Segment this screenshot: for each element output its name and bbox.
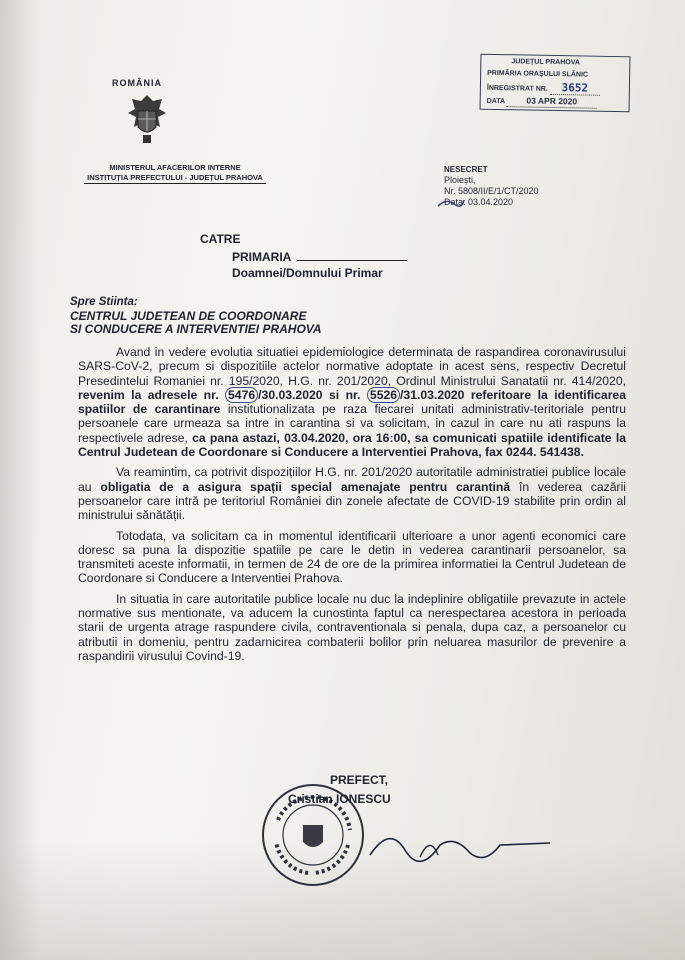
stamp-date-value: 03 APR 2020 xyxy=(507,94,597,109)
reference-number: Nr. 5808/II/E/1/CT/2020 xyxy=(444,186,539,196)
p2-text-c: în vederea cazării persoanelor care intră pe teritoriul României din zonele afectate de COVID-19 stabilite prin ordin al ministrului sănătății. xyxy=(78,479,626,523)
p2-text-b: obligatia de a asigura spații special amenajate pentru carantină xyxy=(100,479,511,494)
addressee-mayor: Doamnei/Domnului Primar xyxy=(232,266,383,280)
stamp-date-label: DATA xyxy=(486,97,505,106)
spre-stiinta-label: Spre Stiinta: xyxy=(70,296,138,308)
addressee-primaria xyxy=(232,250,407,264)
p1-text-c: /30.03.2020 si nr. xyxy=(258,387,361,402)
signatory-title: PREFECT, xyxy=(330,773,389,787)
handwritten-signature-icon xyxy=(360,815,560,875)
stamp-date-row xyxy=(487,94,597,110)
p1-text-d: /31.03.2020 referitoare la identificarea spatiilor de carantinare xyxy=(78,387,626,417)
stamp-reg-number: 3652 xyxy=(550,82,600,96)
classification-label: NESECRET xyxy=(444,165,488,174)
spre-stiinta-line2: SI CONDUCERE A INTERVENTIEI PRAHOVA xyxy=(70,322,322,336)
p1-text-a: Avand in vedere evolutia situatiei epidemiologice determinata de raspandirea coronavirusului SARS-CoV-2, precum si dispozitiile actelor normative adoptate in acest sens, respectiv Decretul Presedintelui Romaniei nr. 195/2020, H.G. nr. 201/2020, Ordinul Ministrului Sanatatii nr. 414/2020, xyxy=(78,345,626,388)
stamp-county: JUDEȚUL PRAHOVA xyxy=(511,58,581,67)
paragraph-2 xyxy=(78,465,626,522)
paragraph-3: Totodata, va solicitam ca in momentul identificarii ulterioare a unor agenti economici care doresc sa puna la dispozitie spatiile pe care le detin in vederea carantinarii persoanelor, sa transmiteti aceste informatii, in termen de 24 de ore de la primirea informatiei la Centrul Judetean de Coordonare si Conducere a Interventiei Prahova. xyxy=(78,528,626,586)
p1-text-b: revenim la adresele nr. xyxy=(78,387,219,402)
institution-name: INSTITUȚIA PREFECTULUI - JUDEȚUL PRAHOVA xyxy=(84,173,266,184)
ministry-name: MINISTERUL AFACERILOR INTERNE xyxy=(109,163,241,172)
blank-line xyxy=(297,260,407,261)
stamp-reg-label: ÎNREGISTRAT NR. xyxy=(486,84,548,93)
paragraph-4: In situatia in care autoritatile publice locale nu duc la indeplinire obligatiile prevazute in actele normative sus mentionate, va aducem la cunostinta faptul ca nerespectarea acestora in perioada starii de urgenta atrage raspundere civila, contraventionala si penala, dupa caz, a persoanelor cu atributii in domeniu, pentru zadarnicirea combaterii bolilor prin neluarea masurilor de prevenire a raspandirii virusului Covind-19. xyxy=(78,591,626,663)
pen-mark-icon xyxy=(436,196,466,210)
addressee-catre: CATRE xyxy=(200,232,241,246)
primaria-label: PRIMARIA xyxy=(232,250,292,264)
spre-stiinta-line1: CENTRUL JUDETEAN DE COORDONARE xyxy=(70,309,307,323)
p2-text-a: Va reamintim, ca potrivit dispozițiilor H.G. nr. 201/2020 autoritatile administratiei publice locale au xyxy=(78,465,626,494)
circled-ref-2: 5526 xyxy=(367,387,400,403)
page-shadow xyxy=(0,0,40,960)
registration-stamp xyxy=(480,54,631,113)
paragraph-1 xyxy=(78,345,626,459)
coat-of-arms-icon xyxy=(126,93,168,147)
reference-date: Data: 03.04.2020 xyxy=(444,197,514,207)
ministry-header xyxy=(84,163,266,184)
country-heading: ROMÂNIA xyxy=(112,78,162,88)
circled-ref-1: 5476 xyxy=(225,387,258,403)
stamp-office: PRIMĂRIA ORAȘULUI SLĂNIC xyxy=(487,69,589,79)
p1-text-f: ca pana astazi, 03.04.2020, ora 16:00, sa comunicati spatiile identificate la Centrul Judetean de Coordonare si Conducere a Interventiei Prahova, fax 0244. 541438. xyxy=(78,430,626,460)
reference-city: Ploiești, xyxy=(444,175,476,185)
p1-text-e: institutionalizata pe raza fiecarei unitati administrativ-teritoriale pentru persoanele care urmeaza sa intre in carantina si va solicitam, in cazul in care nu ati raspuns la respectivele adrese, xyxy=(78,402,626,445)
letter-body xyxy=(78,345,626,669)
signatory-name: Cristian IONESCU xyxy=(288,792,391,806)
